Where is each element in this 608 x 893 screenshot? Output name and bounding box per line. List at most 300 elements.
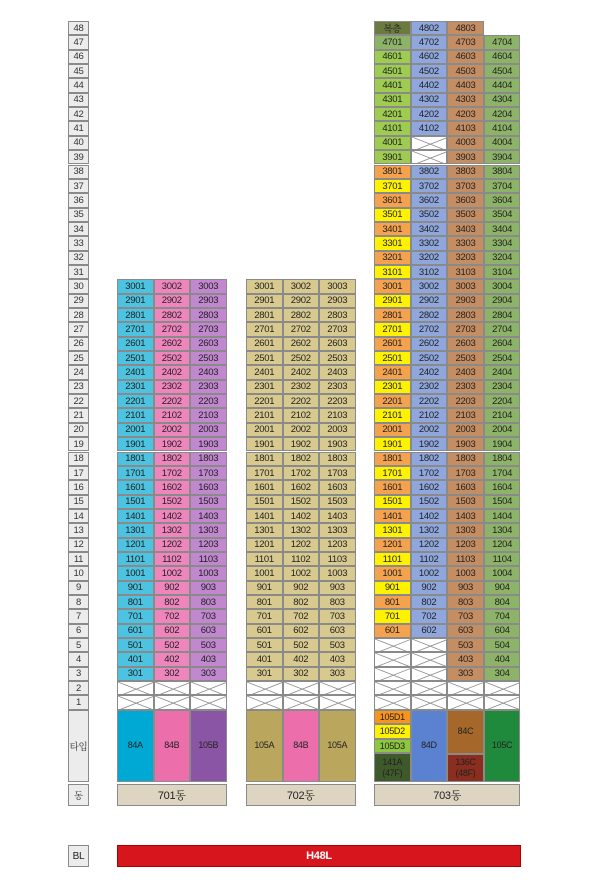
unit-cell: 2801 <box>117 308 154 322</box>
block-lot-bar: H48L <box>117 845 521 867</box>
unit-cell: 2102 <box>411 408 448 422</box>
unit-cell: 2802 <box>154 308 191 322</box>
unit-cell: 903 <box>319 581 356 595</box>
unit-cell: 302 <box>154 667 191 681</box>
unit-cell: 3801 <box>374 165 411 179</box>
unit-cell: 804 <box>484 595 521 609</box>
unit-cell: 1501 <box>246 495 283 509</box>
unit-cell: 1702 <box>411 466 448 480</box>
unit-cell: 2804 <box>484 308 521 322</box>
unit-cell: 1402 <box>411 509 448 523</box>
unit-cell: 2703 <box>319 322 356 336</box>
unit-cell: 1601 <box>246 480 283 494</box>
unit-cell: 303 <box>190 667 227 681</box>
unit-cell: 2703 <box>190 322 227 336</box>
unit-cell: 1002 <box>283 566 320 580</box>
unit-cell: 2803 <box>190 308 227 322</box>
unit-cell: 1203 <box>319 538 356 552</box>
unit-cell: 1302 <box>411 523 448 537</box>
unit-type-cell: 105A <box>246 710 283 782</box>
unit-cell: 4502 <box>411 64 448 78</box>
empty-unit-cell <box>283 681 320 695</box>
unit-cell: 1803 <box>190 452 227 466</box>
unit-cell: 3302 <box>411 236 448 250</box>
floor-label-26: 26 <box>68 337 89 351</box>
unit-cell: 2101 <box>246 408 283 422</box>
floor-label-15: 15 <box>68 495 89 509</box>
floor-label-30: 30 <box>68 279 89 293</box>
floor-label-21: 21 <box>68 408 89 422</box>
cross-icon <box>412 137 448 150</box>
unit-cell: 1602 <box>283 480 320 494</box>
empty-unit-cell <box>154 681 191 695</box>
unit-cell: 1403 <box>447 509 484 523</box>
unit-cell: 3503 <box>447 208 484 222</box>
unit-cell: 2402 <box>411 365 448 379</box>
unit-cell: 4803 <box>447 21 484 35</box>
unit-cell: 1101 <box>246 552 283 566</box>
floor-label-25: 25 <box>68 351 89 365</box>
unit-cell: 304 <box>484 667 521 681</box>
unit-cell: 2602 <box>283 337 320 351</box>
empty-unit-cell <box>411 136 448 150</box>
unit-cell: 2102 <box>283 408 320 422</box>
unit-cell: 2902 <box>411 294 448 308</box>
unit-cell: 303 <box>447 667 484 681</box>
unit-cell: 2501 <box>246 351 283 365</box>
unit-cell: 2602 <box>154 337 191 351</box>
cross-icon <box>284 696 320 709</box>
unit-cell: 703 <box>190 609 227 623</box>
unit-cell: 2303 <box>447 380 484 394</box>
unit-cell: 2902 <box>154 294 191 308</box>
unit-cell: 2503 <box>190 351 227 365</box>
unit-cell: 1001 <box>117 566 154 580</box>
unit-cell: 1701 <box>374 466 411 480</box>
unit-cell: 1804 <box>484 452 521 466</box>
unit-cell: 3003 <box>190 279 227 293</box>
unit-cell: 1601 <box>117 480 154 494</box>
empty-unit-cell <box>319 695 356 709</box>
unit-cell: 904 <box>484 581 521 595</box>
unit-cell: 2103 <box>319 408 356 422</box>
unit-cell: 2903 <box>190 294 227 308</box>
cross-icon <box>191 696 227 709</box>
unit-cell: 3703 <box>447 179 484 193</box>
unit-cell: 2802 <box>283 308 320 322</box>
unit-cell: 3501 <box>374 208 411 222</box>
unit-cell: 3402 <box>411 222 448 236</box>
unit-cell: 2003 <box>447 423 484 437</box>
floor-label-5: 5 <box>68 638 89 652</box>
unit-cell: 2802 <box>411 308 448 322</box>
unit-cell: 1801 <box>246 452 283 466</box>
unit-cell: 3403 <box>447 222 484 236</box>
unit-cell: 3603 <box>447 193 484 207</box>
unit-cell: 2501 <box>374 351 411 365</box>
unit-cell: 2302 <box>411 380 448 394</box>
unit-cell: 1501 <box>374 495 411 509</box>
type-row-label: 타입 <box>68 710 89 782</box>
cross-icon <box>375 696 411 709</box>
unit-cell: 1301 <box>117 523 154 537</box>
unit-cell: 1902 <box>283 437 320 451</box>
unit-cell: 1802 <box>283 452 320 466</box>
unit-cell: 1502 <box>411 495 448 509</box>
unit-cell: 3804 <box>484 165 521 179</box>
unit-cell: 601 <box>117 624 154 638</box>
unit-cell: 4003 <box>447 136 484 150</box>
unit-cell: 1303 <box>319 523 356 537</box>
unit-cell: 1501 <box>117 495 154 509</box>
unit-cell: 2301 <box>117 380 154 394</box>
cross-icon <box>412 682 448 695</box>
unit-cell: 1602 <box>411 480 448 494</box>
unit-cell: 2702 <box>411 322 448 336</box>
unit-cell: 1901 <box>246 437 283 451</box>
unit-cell: 2301 <box>374 380 411 394</box>
unit-cell: 3001 <box>246 279 283 293</box>
unit-cell: 2001 <box>246 423 283 437</box>
unit-cell: 4401 <box>374 78 411 92</box>
floor-label-38: 38 <box>68 165 89 179</box>
unit-cell: 2404 <box>484 365 521 379</box>
unit-cell: 503 <box>447 638 484 652</box>
unit-cell: 3504 <box>484 208 521 222</box>
unit-cell: 704 <box>484 609 521 623</box>
empty-unit-cell <box>484 695 521 709</box>
unit-cell: 1703 <box>319 466 356 480</box>
unit-cell: 4704 <box>484 35 521 49</box>
unit-cell: 901 <box>246 581 283 595</box>
unit-cell: 1704 <box>484 466 521 480</box>
unit-cell: 1401 <box>374 509 411 523</box>
unit-cell: 4603 <box>447 50 484 64</box>
unit-cell: 4501 <box>374 64 411 78</box>
unit-cell: 803 <box>190 595 227 609</box>
floor-label-43: 43 <box>68 93 89 107</box>
unit-type-cell: 84C <box>447 710 484 754</box>
unit-cell: 4701 <box>374 35 411 49</box>
unit-cell: 403 <box>319 652 356 666</box>
unit-cell: 402 <box>283 652 320 666</box>
unit-cell: 502 <box>154 638 191 652</box>
unit-cell: 3404 <box>484 222 521 236</box>
unit-cell: 2304 <box>484 380 521 394</box>
unit-cell: 4503 <box>447 64 484 78</box>
unit-cell: 1403 <box>190 509 227 523</box>
empty-unit-cell <box>319 681 356 695</box>
unit-cell: 3102 <box>411 265 448 279</box>
unit-cell: 801 <box>374 595 411 609</box>
unit-cell: 1404 <box>484 509 521 523</box>
floor-label-24: 24 <box>68 365 89 379</box>
unit-type-cell: 105D1 <box>374 710 411 725</box>
unit-cell: 1701 <box>117 466 154 480</box>
floor-label-32: 32 <box>68 251 89 265</box>
unit-cell: 2001 <box>117 423 154 437</box>
unit-cell: 2301 <box>246 380 283 394</box>
unit-cell: 603 <box>190 624 227 638</box>
unit-cell: 2702 <box>283 322 320 336</box>
unit-cell: 4303 <box>447 93 484 107</box>
unit-cell: 2401 <box>246 365 283 379</box>
unit-cell: 4202 <box>411 107 448 121</box>
floor-label-19: 19 <box>68 437 89 451</box>
unit-cell: 1302 <box>283 523 320 537</box>
empty-unit-cell <box>117 681 154 695</box>
unit-cell: 2601 <box>117 337 154 351</box>
building-name-label: 702동 <box>246 784 356 806</box>
unit-cell: 3303 <box>447 236 484 250</box>
cross-icon <box>448 696 484 709</box>
unit-cell: 1201 <box>117 538 154 552</box>
unit-cell: 1403 <box>319 509 356 523</box>
unit-cell: 1103 <box>447 552 484 566</box>
unit-cell: 1102 <box>411 552 448 566</box>
unit-cell: 2501 <box>117 351 154 365</box>
unit-cell: 1004 <box>484 566 521 580</box>
floor-label-4: 4 <box>68 652 89 666</box>
unit-cell: 2003 <box>190 423 227 437</box>
floor-label-27: 27 <box>68 322 89 336</box>
empty-unit-cell <box>246 681 283 695</box>
cross-icon <box>155 696 191 709</box>
cross-icon <box>412 668 448 681</box>
building-name-label: 701동 <box>117 784 227 806</box>
unit-cell: 2703 <box>447 322 484 336</box>
unit-cell: 1503 <box>447 495 484 509</box>
unit-cell: 2601 <box>246 337 283 351</box>
unit-cell: 3702 <box>411 179 448 193</box>
unit-cell: 2204 <box>484 394 521 408</box>
unit-cell: 603 <box>319 624 356 638</box>
unit-cell: 2503 <box>319 351 356 365</box>
unit-cell: 902 <box>154 581 191 595</box>
floor-label-44: 44 <box>68 78 89 92</box>
unit-cell: 1203 <box>447 538 484 552</box>
unit-cell: 2601 <box>374 337 411 351</box>
unit-cell: 803 <box>447 595 484 609</box>
unit-cell: 2702 <box>154 322 191 336</box>
unit-cell: 1203 <box>190 538 227 552</box>
unit-cell: 4601 <box>374 50 411 64</box>
unit-cell: 1703 <box>190 466 227 480</box>
unit-type-cell: 105D2 <box>374 724 411 739</box>
unit-cell: 502 <box>283 638 320 652</box>
empty-unit-cell <box>374 681 411 695</box>
unit-cell: 2701 <box>117 322 154 336</box>
unit-cell: 3202 <box>411 251 448 265</box>
unit-cell: 2102 <box>154 408 191 422</box>
unit-cell: 1101 <box>117 552 154 566</box>
unit-cell: 504 <box>484 638 521 652</box>
unit-cell: 1301 <box>374 523 411 537</box>
unit-cell: 401 <box>246 652 283 666</box>
unit-cell: 3601 <box>374 193 411 207</box>
unit-cell: 303 <box>319 667 356 681</box>
unit-cell: 1902 <box>411 437 448 451</box>
unit-cell: 1001 <box>246 566 283 580</box>
unit-cell: 1101 <box>374 552 411 566</box>
unit-cell: 2201 <box>374 394 411 408</box>
unit-cell: 2101 <box>374 408 411 422</box>
unit-cell: 602 <box>411 624 448 638</box>
unit-cell: 2801 <box>246 308 283 322</box>
unit-cell: 3803 <box>447 165 484 179</box>
unit-cell: 3604 <box>484 193 521 207</box>
unit-cell: 1201 <box>374 538 411 552</box>
cross-icon <box>412 653 448 666</box>
floor-label-16: 16 <box>68 480 89 494</box>
unit-type-cell: 84B <box>283 710 320 782</box>
unit-cell: 1603 <box>447 480 484 494</box>
unit-cell: 1401 <box>117 509 154 523</box>
unit-cell: 4703 <box>447 35 484 49</box>
unit-cell: 2901 <box>117 294 154 308</box>
unit-cell: 2303 <box>190 380 227 394</box>
unit-cell: 2202 <box>154 394 191 408</box>
cross-icon <box>412 696 448 709</box>
unit-cell: 1903 <box>190 437 227 451</box>
empty-unit-cell <box>447 695 484 709</box>
unit-cell: 2203 <box>447 394 484 408</box>
unit-cell: 2401 <box>117 365 154 379</box>
floor-label-31: 31 <box>68 265 89 279</box>
unit-cell: 3602 <box>411 193 448 207</box>
unit-cell: 1801 <box>117 452 154 466</box>
floor-label-41: 41 <box>68 121 89 135</box>
cross-icon <box>247 682 283 695</box>
floor-label-18: 18 <box>68 452 89 466</box>
unit-cell: 1402 <box>154 509 191 523</box>
unit-cell: 4304 <box>484 93 521 107</box>
unit-cell: 4004 <box>484 136 521 150</box>
unit-cell: 1703 <box>447 466 484 480</box>
cross-icon <box>412 151 448 164</box>
unit-cell: 2004 <box>484 423 521 437</box>
floor-label-39: 39 <box>68 150 89 164</box>
unit-cell: 2602 <box>411 337 448 351</box>
unit-cell: 2103 <box>190 408 227 422</box>
unit-cell: 802 <box>411 595 448 609</box>
unit-cell: 2002 <box>283 423 320 437</box>
unit-cell: 1503 <box>319 495 356 509</box>
cross-icon <box>320 682 356 695</box>
unit-cell: 501 <box>246 638 283 652</box>
empty-unit-cell <box>246 695 283 709</box>
unit-cell: 1003 <box>190 566 227 580</box>
unit-cell: 901 <box>117 581 154 595</box>
unit-cell: 4404 <box>484 78 521 92</box>
unit-cell: 2901 <box>374 294 411 308</box>
unit-cell: 1801 <box>374 452 411 466</box>
floor-label-37: 37 <box>68 179 89 193</box>
cross-icon <box>375 639 411 652</box>
empty-unit-cell <box>190 695 227 709</box>
unit-cell: 1603 <box>319 480 356 494</box>
unit-cell: 1604 <box>484 480 521 494</box>
unit-cell: 2303 <box>319 380 356 394</box>
unit-cell: 3901 <box>374 150 411 164</box>
unit-cell: 2202 <box>411 394 448 408</box>
unit-cell: 2701 <box>246 322 283 336</box>
floor-label-45: 45 <box>68 64 89 78</box>
floor-label-12: 12 <box>68 538 89 552</box>
unit-cell: 803 <box>319 595 356 609</box>
unit-cell: 1502 <box>154 495 191 509</box>
unit-cell: 3401 <box>374 222 411 236</box>
floor-label-42: 42 <box>68 107 89 121</box>
floor-label-9: 9 <box>68 581 89 595</box>
unit-cell: 1702 <box>283 466 320 480</box>
unit-cell: 2402 <box>283 365 320 379</box>
unit-cell: 4301 <box>374 93 411 107</box>
unit-cell: 1103 <box>190 552 227 566</box>
unit-cell: 1503 <box>190 495 227 509</box>
unit-cell: 1201 <box>246 538 283 552</box>
unit-cell: 601 <box>246 624 283 638</box>
unit-cell: 3802 <box>411 165 448 179</box>
unit-cell: 701 <box>246 609 283 623</box>
unit-cell: 3002 <box>283 279 320 293</box>
cross-icon <box>485 682 521 695</box>
unit-cell: 1803 <box>447 452 484 466</box>
cross-icon <box>375 653 411 666</box>
unit-cell: 503 <box>319 638 356 652</box>
empty-unit-cell <box>154 695 191 709</box>
floor-label-29: 29 <box>68 294 89 308</box>
unit-cell: 4403 <box>447 78 484 92</box>
unit-cell: 2604 <box>484 337 521 351</box>
empty-unit-cell <box>411 695 448 709</box>
unit-cell: 2503 <box>447 351 484 365</box>
unit-cell: 601 <box>374 624 411 638</box>
floor-label-46: 46 <box>68 50 89 64</box>
unit-cell: 602 <box>283 624 320 638</box>
floor-label-20: 20 <box>68 423 89 437</box>
unit-cell: 703 <box>447 609 484 623</box>
unit-cell: 1102 <box>154 552 191 566</box>
floor-label-1: 1 <box>68 695 89 709</box>
cross-icon <box>191 682 227 695</box>
unit-cell: 802 <box>283 595 320 609</box>
unit-cell: 4402 <box>411 78 448 92</box>
unit-cell: 4504 <box>484 64 521 78</box>
unit-cell: 2603 <box>190 337 227 351</box>
unit-cell: 3301 <box>374 236 411 250</box>
unit-cell: 802 <box>154 595 191 609</box>
unit-cell: 4302 <box>411 93 448 107</box>
unit-cell: 2403 <box>319 365 356 379</box>
unit-cell: 4203 <box>447 107 484 121</box>
unit-cell: 3903 <box>447 150 484 164</box>
unit-cell: 3203 <box>447 251 484 265</box>
empty-unit-cell <box>411 150 448 164</box>
unit-cell: 4001 <box>374 136 411 150</box>
unit-cell: 2704 <box>484 322 521 336</box>
unit-cell: 2002 <box>154 423 191 437</box>
unit-cell: 1003 <box>447 566 484 580</box>
unit-cell: 403 <box>190 652 227 666</box>
unit-cell: 4604 <box>484 50 521 64</box>
floor-label-2: 2 <box>68 681 89 695</box>
unit-cell: 3003 <box>319 279 356 293</box>
cross-icon <box>284 682 320 695</box>
unit-cell: 3104 <box>484 265 521 279</box>
unit-cell: 2103 <box>447 408 484 422</box>
empty-unit-cell <box>411 667 448 681</box>
